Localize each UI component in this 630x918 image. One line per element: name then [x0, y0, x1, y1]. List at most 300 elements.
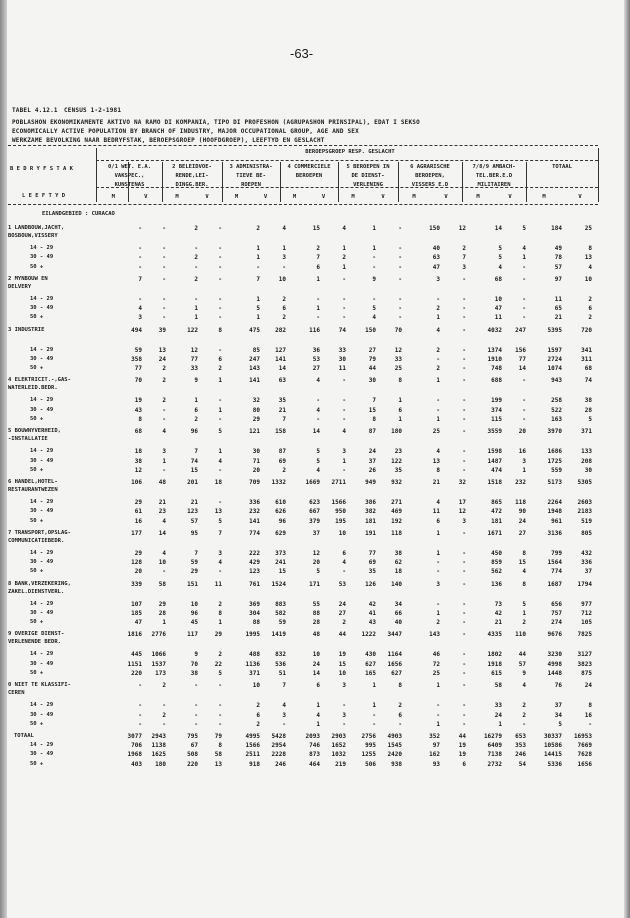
age-group-cell: 961 [551, 517, 562, 525]
age-group-cell: 33 [394, 355, 402, 363]
age-group-cell: 11 [432, 508, 440, 516]
age-group-cell: 4998 [547, 660, 562, 668]
age-group-cell: 2 [282, 314, 286, 322]
age-group-cell: 2 [256, 720, 260, 728]
branch-total-cell: 4335 [487, 631, 502, 639]
age-group-cell: 12 [312, 549, 320, 557]
branch-total-cell: 95 [190, 529, 198, 537]
age-group-cell: 12 [190, 346, 198, 354]
age-group-cell: 185 [131, 609, 142, 617]
age-group-cell: 336 [581, 559, 592, 567]
branch-total-cell: 150 [365, 326, 376, 334]
age-group-cell: 5 [316, 457, 320, 465]
branch-label: TOTAAL [14, 733, 34, 739]
branch-total-cell: 136 [491, 580, 502, 588]
age-group-cell: - [398, 245, 402, 252]
age-group-cell: 656 [551, 600, 562, 608]
age-group-cell: - [462, 619, 466, 627]
branch-total-cell: 68 [134, 428, 142, 436]
column-header-3: TIEVE BE- [236, 173, 266, 179]
branch-total-cell: 7 [218, 529, 222, 537]
age-group-cell: 1 [436, 416, 440, 423]
age-group-cell: 26 [368, 466, 376, 474]
branch-total-cell: - [462, 428, 466, 436]
branch-total-cell: 25 [584, 225, 592, 232]
age-group-cell: 2 [436, 346, 440, 354]
branch-total-cell: 1816 [127, 631, 142, 639]
column-header-1: KUNSTENAS [114, 182, 145, 188]
branch-total-cell: 10 [338, 529, 346, 537]
age-group-cell: - [398, 314, 402, 322]
age-group-label: 30 - 49 [30, 508, 54, 515]
age-group-cell: 2732 [487, 760, 502, 768]
age-group-cell: 47 [432, 263, 440, 271]
age-group-cell: 8 [588, 245, 592, 252]
branch-total-cell: 943 [551, 377, 562, 385]
age-group-cell: 3 [282, 711, 286, 719]
age-group-cell: 977 [581, 600, 592, 608]
branch-total-cell: 25 [432, 428, 440, 436]
age-group-cell: 3 [342, 711, 346, 719]
age-group-label: 30 - 49 [30, 609, 54, 616]
branch-total-cell: - [462, 682, 466, 690]
branch-total-cell: 110 [515, 631, 526, 639]
age-group-cell: 3 [462, 517, 466, 525]
branch-total-cell: 177 [131, 529, 142, 537]
branch-total-cell: 5173 [547, 479, 562, 486]
age-group-cell: 2 [398, 702, 402, 710]
age-group-cell: 241 [275, 559, 286, 567]
age-group-cell: 522 [551, 406, 562, 414]
age-group-cell: 1 [372, 702, 376, 710]
age-group-cell: 30 [584, 466, 592, 474]
branch-total-cell: 3 [436, 580, 440, 588]
branch-total-cell: 795 [187, 733, 198, 740]
age-group-label: 14 - 29 [30, 397, 54, 404]
age-group-cell: 1 [316, 305, 320, 313]
age-group-cell: 3 [282, 254, 286, 262]
sex-male-label: M [412, 194, 416, 200]
age-group-cell: 45 [190, 619, 198, 627]
age-group-cell: 21 [494, 619, 502, 627]
branch-total-cell: 232 [515, 479, 526, 486]
column-header-2: RENDE,LEI- [175, 173, 209, 179]
age-group-cell: 96 [278, 517, 286, 525]
age-group-cell: 2 [462, 245, 466, 252]
age-group-cell: 5 [218, 517, 222, 525]
branch-total-cell: - [218, 682, 222, 690]
branch-total-cell: 180 [391, 428, 402, 436]
age-group-cell: 181 [491, 517, 502, 525]
age-group-cell: - [342, 397, 346, 405]
branch-total-cell: 2093 [305, 733, 320, 740]
age-group-label: 30 - 49 [30, 751, 54, 758]
age-group-cell: 536 [275, 660, 286, 668]
age-group-label: 30 - 49 [30, 559, 54, 566]
age-group-cell: 25 [394, 365, 402, 373]
age-group-cell: 2 [162, 365, 166, 373]
age-group-cell: 77 [134, 365, 142, 373]
branch-total-cell: 720 [581, 326, 592, 334]
branch-label: ZAKEL.DIENSTVERL. [8, 588, 65, 595]
age-group-cell: 33 [494, 702, 502, 710]
age-group-cell: 141 [249, 517, 260, 525]
age-group-cell: 1 [194, 397, 198, 405]
age-group-cell: 1 [316, 720, 320, 728]
age-group-cell: 5 [558, 720, 562, 728]
branch-total-cell: - [462, 631, 466, 639]
age-group-cell: 6 [436, 517, 440, 525]
age-group-cell: 995 [365, 742, 376, 749]
age-group-cell: 15 [518, 559, 526, 567]
branch-label: 3 INDUSTRIE [8, 326, 45, 333]
branch-total-cell: 4 [162, 428, 166, 436]
age-group-cell: 67 [190, 742, 198, 749]
age-group-cell: 13 [214, 508, 222, 516]
age-group-cell: - [218, 305, 222, 313]
age-group-cell: 66 [394, 609, 402, 617]
age-group-cell: - [436, 397, 440, 405]
age-group-cell: 37 [554, 702, 562, 710]
age-group-cell: 162 [429, 751, 440, 759]
age-group-cell: 59 [134, 346, 142, 354]
age-group-cell: 72 [432, 660, 440, 668]
branch-total-cell: - [218, 225, 222, 232]
age-group-cell: 20 [252, 466, 260, 474]
age-group-cell: 627 [365, 660, 376, 668]
age-group-cell: 859 [491, 559, 502, 567]
branch-total-cell: 74 [584, 377, 592, 385]
age-group-cell: 43 [134, 406, 142, 414]
age-group-cell: 12 [394, 346, 402, 354]
age-group-cell: 49 [554, 245, 562, 252]
table-id: TABEL 4.12.1 [12, 107, 58, 114]
age-group-cell: - [218, 711, 222, 719]
census-date: CENSUS 1-2-1981 [64, 107, 122, 114]
age-group-cell: 220 [187, 760, 198, 768]
age-group-cell: 32 [252, 397, 260, 405]
age-group-label: 14 - 29 [30, 600, 54, 607]
age-group-cell: 2 [522, 711, 526, 719]
age-group-cell: 123 [249, 568, 260, 576]
age-group-cell: - [218, 702, 222, 710]
age-group-cell: 506 [365, 760, 376, 768]
age-group-cell: 7 [316, 254, 320, 262]
age-group-cell: 17 [458, 499, 466, 506]
age-group-cell: 7138 [487, 751, 502, 759]
age-group-cell: 29 [158, 600, 166, 608]
branch-total-cell: 2943 [151, 733, 166, 740]
age-group-cell: 71 [252, 457, 260, 465]
age-group-cell: - [462, 670, 466, 677]
branch-label: 5 BOUWNYVERHEID, [8, 428, 61, 435]
branch-total-cell: 20 [518, 428, 526, 436]
age-group-cell: 65 [554, 305, 562, 313]
age-group-cell: - [342, 295, 346, 303]
branch-total-cell: 1 [436, 377, 440, 385]
age-group-cell: 1 [342, 245, 346, 252]
branch-label: DELVERY [8, 283, 32, 290]
age-group-cell: 2954 [271, 742, 286, 749]
age-group-cell: 519 [581, 517, 592, 525]
age-group-cell: 1686 [547, 448, 562, 456]
age-group-cell: 4 [138, 305, 142, 313]
branch-label: 0 NIET TE KLASSIFI- [8, 682, 71, 689]
age-group-cell: - [218, 397, 222, 405]
age-group-cell: 123 [187, 508, 198, 516]
branch-total-cell: 16953 [573, 733, 592, 740]
age-group-cell: 5 [256, 305, 260, 313]
branch-total-cell: 282 [275, 326, 286, 334]
age-group-cell: 27 [338, 609, 346, 617]
age-group-cell: 2724 [547, 355, 562, 363]
age-group-cell: - [462, 711, 466, 719]
age-group-cell: 304 [249, 609, 260, 617]
branch-label: 4 ELEKTRICIT.-,GAS- [8, 377, 71, 384]
age-group-label: 30 - 49 [30, 305, 54, 312]
age-group-cell: 1164 [387, 651, 402, 659]
branch-total-cell: 74 [338, 326, 346, 334]
column-header-3: 3 ADMINISTRA- [229, 164, 273, 170]
age-group-cell: 8 [588, 702, 592, 710]
age-group-cell: 143 [249, 365, 260, 373]
age-group-cell: 3 [342, 448, 346, 456]
branch-total-cell: 3970 [547, 428, 562, 436]
branch-total-cell: 8 [522, 580, 526, 588]
age-group-cell: 4 [522, 245, 526, 252]
age-group-cell: - [162, 416, 166, 423]
branch-total-cell: 2 [194, 225, 198, 232]
branch-total-cell: 1 [316, 275, 320, 283]
age-group-cell: 29 [134, 499, 142, 506]
age-group-cell: - [436, 355, 440, 363]
age-group-cell: 3 [522, 457, 526, 465]
age-group-cell: - [218, 314, 222, 322]
age-group-cell: 8 [436, 466, 440, 474]
age-group-cell: 1656 [577, 760, 592, 768]
age-group-cell: - [162, 314, 166, 322]
column-header-5: VERLENING [353, 182, 383, 188]
age-group-cell: - [194, 711, 198, 719]
age-group-cell: - [218, 466, 222, 474]
sex-male-label: M [111, 194, 115, 200]
branch-total-cell: 48 [312, 631, 320, 639]
age-group-cell: 6 [256, 711, 260, 719]
age-group-label: 14 - 29 [30, 651, 54, 658]
age-group-cell: 246 [275, 760, 286, 768]
branch-total-cell: 9676 [547, 631, 562, 639]
age-group-cell: - [162, 406, 166, 414]
age-group-cell: 748 [491, 365, 502, 373]
age-group-cell: 57 [554, 263, 562, 271]
age-group-cell: 1 [522, 466, 526, 474]
age-group-cell: 13 [432, 457, 440, 465]
age-group-cell: 1598 [487, 448, 502, 456]
age-group-cell: 358 [131, 355, 142, 363]
branch-total-cell: 932 [391, 479, 402, 486]
age-group-cell: 1 [256, 254, 260, 262]
branch-total-cell: 1419 [271, 631, 286, 639]
age-group-cell: 12 [458, 508, 466, 516]
age-group-cell: 87 [278, 448, 286, 456]
age-group-cell: 2 [436, 305, 440, 313]
age-group-cell: 29 [134, 549, 142, 557]
branch-total-cell: 21 [432, 479, 440, 486]
age-group-cell: 105 [581, 619, 592, 627]
age-group-cell: 53 [312, 355, 320, 363]
age-group-cell: 3 [218, 549, 222, 557]
age-group-cell: 6 [342, 549, 346, 557]
branch-total-cell: 12 [458, 225, 466, 232]
branch-total-cell: 1332 [271, 479, 286, 486]
age-group-cell: 10586 [543, 742, 562, 749]
age-group-label: 50 + [30, 466, 44, 473]
branch-total-cell: 44 [338, 631, 346, 639]
age-group-cell: - [138, 263, 142, 271]
branch-total-cell: 949 [365, 479, 376, 486]
branch-total-cell: 4995 [245, 733, 260, 740]
age-group-cell: - [218, 416, 222, 423]
age-group-cell: 5 [522, 600, 526, 608]
branch-total-cell: 70 [134, 377, 142, 385]
branch-total-cell: 11 [214, 580, 222, 588]
age-group-cell: 2 [588, 295, 592, 303]
branch-total-cell: 629 [275, 529, 286, 537]
branch-total-cell: 87 [368, 428, 376, 436]
column-header-7: MILITAIREN [477, 182, 511, 188]
age-group-cell: 16 [134, 517, 142, 525]
age-group-cell: 2 [588, 314, 592, 322]
age-group-cell: 4 [316, 711, 320, 719]
sex-male-label: M [175, 194, 179, 200]
age-group-cell: 11 [338, 365, 346, 373]
branch-total-cell: 1 [218, 377, 222, 385]
sex-male-label: M [476, 194, 480, 200]
branch-total-cell: 5395 [547, 326, 562, 334]
age-group-cell: 29 [252, 416, 260, 423]
age-group-cell: 8 [218, 742, 222, 749]
age-group-cell: - [342, 305, 346, 313]
branch-total-cell: 4 [316, 377, 320, 385]
age-group-cell: 42 [494, 609, 502, 617]
branch-total-cell: 14 [312, 428, 320, 436]
branch-total-cell: 3136 [547, 529, 562, 537]
age-group-cell: 14415 [543, 751, 562, 759]
age-group-cell: 7 [194, 448, 198, 456]
age-group-cell: 43 [368, 619, 376, 627]
title-papiamentu: POBLASHON EKONOMIKAMENTE AKTIVO NA RAMO DI KOMPANIA, TIPO DI PROFESHON (AGRUPASHON PRINSIPAL), EDAT I SEKSO [12, 119, 420, 126]
age-group-cell: 627 [391, 670, 402, 677]
age-group-cell: - [138, 254, 142, 262]
age-group-cell: 1 [436, 609, 440, 617]
branch-total-cell: 14 [158, 529, 166, 537]
column-header-8: TOTAAL [552, 164, 572, 170]
age-group-cell: 35 [278, 397, 286, 405]
age-group-cell: 21 [190, 499, 198, 506]
age-group-cell: 165 [365, 670, 376, 677]
age-group-cell: - [436, 406, 440, 414]
branch-total-cell: 1222 [361, 631, 376, 639]
branch-total-cell: 126 [365, 580, 376, 588]
age-group-cell: 70 [190, 660, 198, 668]
column-header-1: VAKSPEC., [114, 173, 145, 179]
age-group-cell: 1 [218, 619, 222, 627]
age-group-cell: 472 [491, 508, 502, 516]
age-group-cell: 34 [554, 711, 562, 719]
age-group-label: 50 + [30, 760, 44, 767]
column-header-3: ROEPEN [241, 182, 261, 188]
age-group-cell: - [342, 702, 346, 710]
age-group-cell: - [462, 346, 466, 354]
age-group-cell: - [522, 263, 526, 271]
branch-total-cell: 4 [282, 225, 286, 232]
age-group-label: 14 - 29 [30, 346, 54, 353]
age-group-cell: 615 [491, 670, 502, 677]
age-group-cell: - [162, 466, 166, 474]
age-group-cell: 875 [581, 670, 592, 677]
age-group-cell: 122 [391, 457, 402, 465]
age-group-cell: - [316, 295, 320, 303]
age-group-cell: 938 [391, 760, 402, 768]
age-group-cell: 706 [131, 742, 142, 749]
branch-total-cell: 96 [190, 428, 198, 436]
branch-total-cell: 5 [522, 225, 526, 232]
age-group-cell: 2603 [577, 499, 592, 506]
age-group-cell: 5 [588, 416, 592, 423]
branch-total-cell: 8 [398, 682, 402, 690]
branch-total-cell: 4903 [387, 733, 402, 740]
age-group-cell: 873 [309, 751, 320, 759]
branch-total-cell: 1 [436, 682, 440, 690]
branch-total-cell: 339 [131, 580, 142, 588]
age-group-cell: 369 [249, 600, 260, 608]
age-group-cell: 371 [249, 670, 260, 677]
age-group-cell: 6 [588, 305, 592, 313]
age-group-cell: 5 [218, 670, 222, 677]
age-group-cell: 2228 [271, 751, 286, 759]
age-group-cell: 2 [194, 254, 198, 262]
branch-total-cell: 3 [342, 682, 346, 690]
age-group-cell: 1 [282, 245, 286, 252]
branch-total-cell: 116 [309, 326, 320, 334]
age-group-label: 50 + [30, 670, 44, 676]
age-group-cell: 2 [282, 466, 286, 474]
branch-total-cell: 2 [194, 275, 198, 283]
age-group-cell: 2 [522, 619, 526, 627]
branch-total-cell: 352 [429, 733, 440, 740]
branch-total-cell: 53 [338, 580, 346, 588]
age-group-cell: 464 [309, 760, 320, 768]
age-group-label: 14 - 29 [30, 499, 54, 505]
age-group-cell: 195 [335, 517, 346, 525]
branch-total-cell: 121 [249, 428, 260, 436]
branch-label: COMMUNICATIEBEDR. [8, 537, 65, 544]
age-group-cell: - [372, 720, 376, 728]
age-group-cell: - [218, 346, 222, 354]
age-group-cell: 1032 [331, 751, 346, 759]
age-group-cell: - [194, 263, 198, 271]
age-group-cell: 2420 [387, 751, 402, 759]
age-group-cell: 1374 [487, 346, 502, 354]
age-group-cell: 7 [194, 549, 198, 557]
branch-label: CEREN [8, 690, 25, 697]
age-group-cell: 1 [162, 619, 166, 627]
age-group-cell: 445 [131, 651, 142, 659]
column-header-4: 4 COMMERCIELE [287, 164, 331, 170]
branch-total-cell: 2756 [361, 733, 376, 740]
branch-total-cell: 24 [584, 682, 592, 690]
age-group-cell: 3230 [547, 651, 562, 659]
